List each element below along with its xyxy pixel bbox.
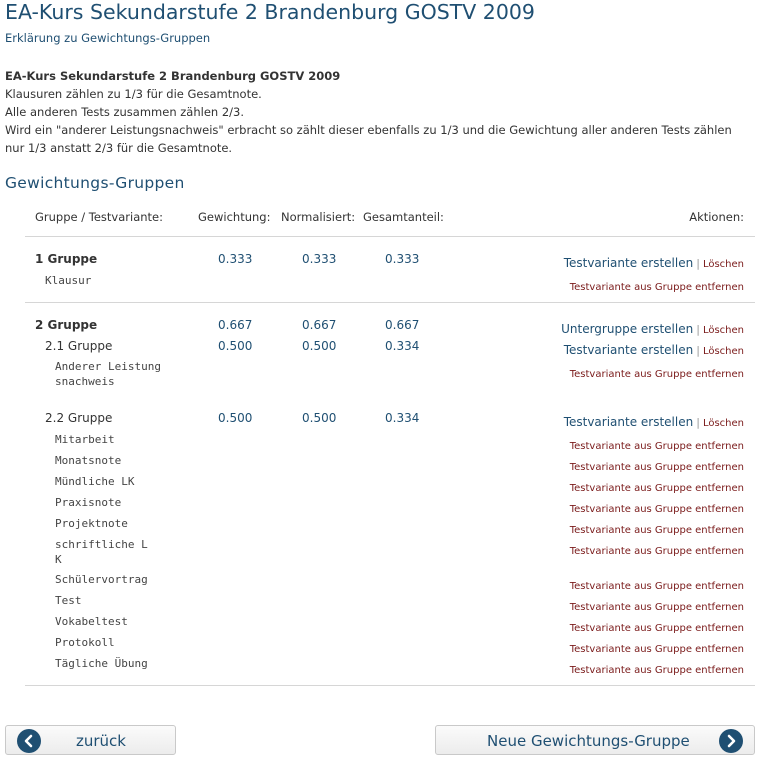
create-variant-link[interactable]: Testvariante erstellen — [563, 415, 694, 429]
group-name: 2 Gruppe — [35, 318, 98, 332]
group-total: 0.667 — [385, 318, 420, 332]
column-header-total: Gesamtanteil: — [363, 210, 444, 224]
group-weight: 0.333 — [218, 252, 253, 266]
group-total: 0.334 — [385, 339, 420, 353]
column-header-normalized: Normalisiert: — [281, 210, 356, 224]
variant-name: Klausur — [45, 274, 92, 287]
variant-actions — [570, 595, 744, 614]
group-total: 0.334 — [385, 411, 420, 425]
description-line: Alle anderen Tests zusammen zählen 2/3. — [5, 105, 245, 119]
remove-variant-link[interactable]: Testvariante aus Gruppe entfernen — [569, 483, 744, 494]
divider — [25, 302, 755, 303]
explanation-link[interactable]: Erklärung zu Gewichtungs-Gruppen — [5, 31, 211, 45]
variant-actions — [570, 455, 744, 474]
separator: | — [696, 344, 700, 357]
variant-name: Test — [55, 594, 82, 607]
remove-variant-link[interactable]: Testvariante aus Gruppe entfernen — [569, 462, 744, 473]
description-title: EA-Kurs Sekundarstufe 2 Brandenburg GOSTV 2009 — [5, 69, 341, 83]
separator: | — [696, 323, 700, 336]
section-title: Gewichtungs-Gruppen — [5, 174, 185, 192]
variant-actions — [570, 362, 744, 381]
back-button-label: zurück — [76, 732, 126, 750]
variant-name: Vokabeltest — [55, 615, 128, 628]
remove-variant-link[interactable]: Testvariante aus Gruppe entfernen — [569, 665, 744, 676]
description-line: Klausuren zählen zu 1/3 für die Gesamtnote. — [5, 87, 262, 101]
back-button[interactable] — [5, 725, 176, 755]
subgroup-name: 2.1 Gruppe — [45, 339, 113, 353]
variant-name: Projektnote — [55, 517, 128, 530]
variant-actions — [570, 658, 744, 677]
new-group-button[interactable] — [435, 725, 755, 755]
remove-variant-link[interactable]: Testvariante aus Gruppe entfernen — [569, 525, 744, 536]
group-actions — [564, 252, 744, 271]
remove-variant-link[interactable]: Testvariante aus Gruppe entfernen — [569, 504, 744, 515]
variant-name: Protokoll — [55, 636, 115, 649]
group-weight: 0.500 — [218, 339, 253, 353]
create-variant-link[interactable]: Testvariante erstellen — [563, 256, 694, 270]
create-variant-link[interactable]: Testvariante erstellen — [563, 343, 694, 357]
separator: | — [696, 416, 700, 429]
separator: | — [696, 257, 700, 270]
variant-name: Mündliche LK — [55, 475, 135, 488]
variant-name: Monatsnote — [55, 454, 122, 467]
variant-actions — [570, 518, 744, 537]
variant-actions — [570, 434, 744, 453]
variant-actions — [570, 637, 744, 656]
column-header-actions: Aktionen: — [689, 210, 744, 224]
remove-variant-link[interactable]: Testvariante aus Gruppe entfernen — [569, 282, 744, 293]
remove-variant-link[interactable]: Testvariante aus Gruppe entfernen — [569, 369, 744, 380]
group-total: 0.333 — [385, 252, 420, 266]
delete-link[interactable]: Löschen — [702, 418, 744, 429]
group-actions — [561, 318, 744, 337]
variant-name: Praxisnote — [55, 496, 122, 509]
group-normalized: 0.667 — [302, 318, 337, 332]
remove-variant-link[interactable]: Testvariante aus Gruppe entfernen — [569, 441, 744, 452]
group-normalized: 0.500 — [302, 411, 337, 425]
group-weight: 0.667 — [218, 318, 253, 332]
column-header-group: Gruppe / Testvariante: — [35, 210, 164, 224]
variant-actions — [570, 497, 744, 516]
column-header-weight: Gewichtung: — [198, 210, 271, 224]
variant-actions — [570, 539, 744, 558]
group-normalized: 0.500 — [302, 339, 337, 353]
remove-variant-link[interactable]: Testvariante aus Gruppe entfernen — [569, 623, 744, 634]
page-title: EA-Kurs Sekundarstufe 2 Brandenburg GOSTV 2009 — [5, 0, 535, 24]
description-line: Wird ein "anderer Leistungsnachweis" erbracht so zählt dieser ebenfalls zu 1/3 und die Gewichtung aller anderen Tests zählen nur 1/3 anstatt 2/3 für die Gesamtnote. — [5, 123, 732, 155]
variant-name: Mitarbeit — [55, 433, 115, 446]
new-group-button-label: Neue Gewichtungs-Gruppe — [487, 732, 690, 750]
group-normalized: 0.333 — [302, 252, 337, 266]
delete-link[interactable]: Löschen — [702, 346, 744, 357]
variant-name: Schülervortrag — [55, 573, 148, 586]
variant-actions — [570, 574, 744, 593]
variant-name: Anderer Leistungsnachweis — [55, 360, 161, 388]
subgroup-name: 2.2 Gruppe — [45, 411, 113, 425]
variant-actions — [570, 616, 744, 635]
chevron-right-icon — [719, 729, 743, 753]
variant-name: Tägliche Übung — [55, 657, 148, 670]
group-weight: 0.500 — [218, 411, 253, 425]
delete-link[interactable]: Löschen — [702, 325, 744, 336]
remove-variant-link[interactable]: Testvariante aus Gruppe entfernen — [569, 602, 744, 613]
remove-variant-link[interactable]: Testvariante aus Gruppe entfernen — [569, 581, 744, 592]
group-actions — [564, 339, 744, 358]
chevron-left-icon — [17, 729, 41, 753]
divider — [25, 236, 755, 237]
create-subgroup-link[interactable]: Untergruppe erstellen — [561, 322, 694, 336]
divider — [25, 685, 755, 686]
group-actions — [564, 411, 744, 430]
remove-variant-link[interactable]: Testvariante aus Gruppe entfernen — [569, 644, 744, 655]
variant-actions — [570, 275, 744, 294]
variant-actions — [570, 476, 744, 495]
delete-link[interactable]: Löschen — [702, 259, 744, 270]
variant-name: schriftliche LK — [55, 538, 148, 566]
group-name: 1 Gruppe — [35, 252, 98, 266]
description — [5, 67, 750, 157]
remove-variant-link[interactable]: Testvariante aus Gruppe entfernen — [569, 546, 744, 557]
